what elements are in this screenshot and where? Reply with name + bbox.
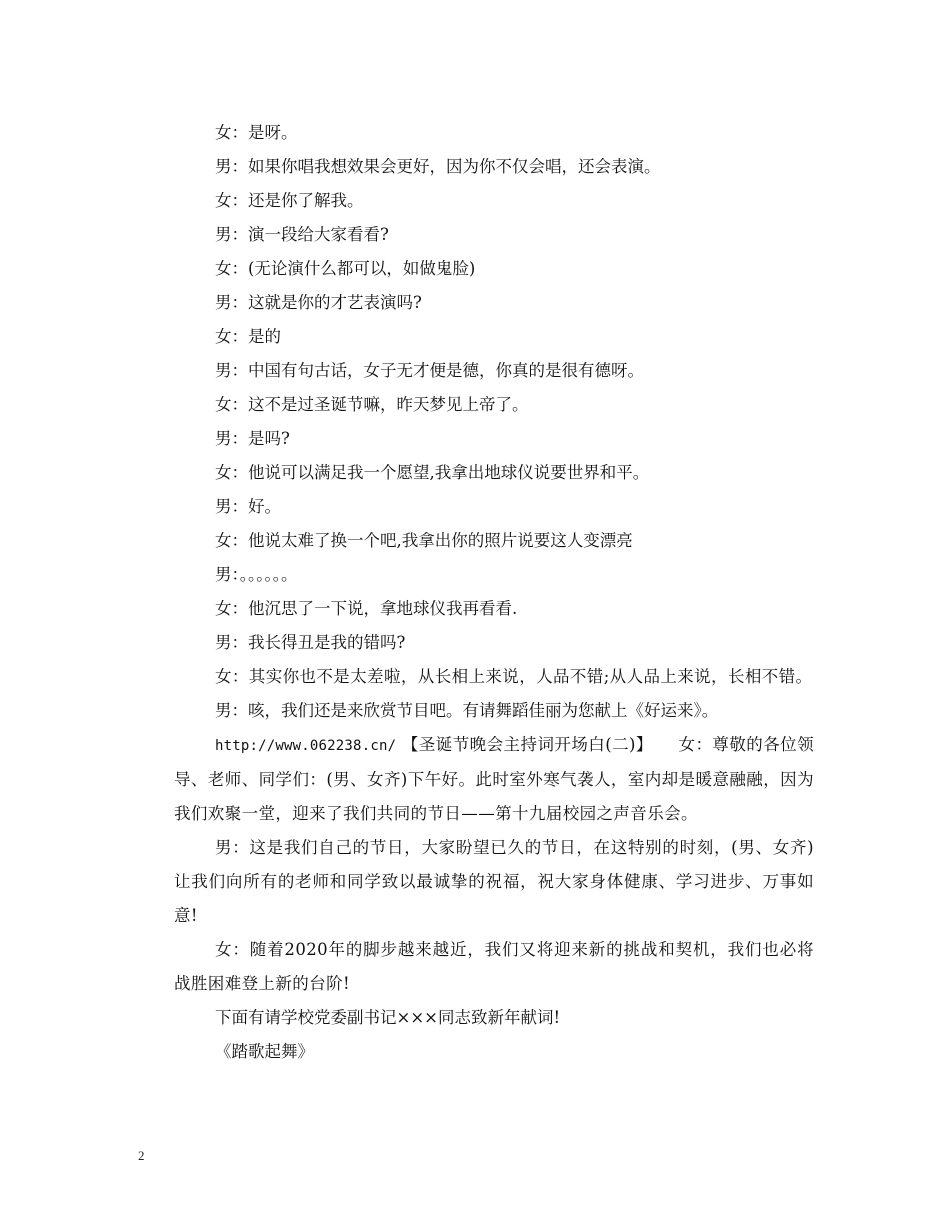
dialogue-line: 男：好。 (215, 497, 281, 516)
dialogue-line: 男：中国有句古话，女子无才便是德，你真的是很有德呀。 (215, 361, 644, 380)
dialogue-line: 女：这不是过圣诞节嘛，昨天梦见上帝了。 (215, 395, 529, 414)
dialogue-paragraph: 女：其实你也不是太差啦，从长相上来说，人品不错;从人品上来说，长相不错。 (215, 667, 813, 686)
dialogue-line: 女：他说可以满足我一个愿望,我拿出地球仪说要世界和平。 (215, 463, 650, 482)
dialogue-line: 女：是呀。 (215, 123, 298, 142)
dialogue-line: 男：如果你唱我想效果会更好，因为你不仅会唱，还会表演。 (215, 157, 661, 176)
program-announcement: 男：咳，我们还是来欣赏节目吧。有请舞蹈佳丽为您献上《好运来》。 (215, 701, 719, 720)
dialogue-line: 男：是吗? (215, 429, 290, 448)
dialogue-line: 男：我长得丑是我的错吗? (215, 633, 406, 652)
festival-paragraph: 男：这是我们自己的节日，大家盼望已久的节日，在这特别的时刻，(男、女齐)让我们向所有的老师和同学致以最诚挚的祝福，祝大家身体健康、学习进步、万事如意! (174, 838, 814, 925)
page-number: 2 (138, 1148, 145, 1163)
dialogue-line: 男：演一段给大家看看? (215, 225, 389, 244)
dialogue-line: 女：还是你了解我。 (215, 191, 364, 210)
program-title: 《踏歌起舞》 (215, 1042, 314, 1061)
section-paragraph-text: 【圣诞节晚会主持词开场白(二)】 女：尊敬的各位领导、老师、同学们：(男、女齐)下午好。此时室外寒气袭人，室内却是暖意融融，因为我们欢聚一堂，迎来了我们共同的节日——第十九届校园之声音乐会。 (174, 735, 814, 823)
document-body (174, 116, 814, 1069)
dialogue-line: 女：是的 (215, 327, 281, 346)
dialogue-line: 女：他说太难了换一个吧,我拿出你的照片说要这人变漂亮 (215, 531, 633, 550)
dialogue-line: 女：他沉思了一下说，拿地球仪我再看看. (215, 599, 518, 618)
source-url-link[interactable]: http://www.062238.cn/ (215, 738, 397, 754)
new-year-paragraph: 女：随着2020年的脚步越来越近，我们又将迎来新的挑战和契机，我们也必将战胜困难登上新的台阶! (174, 940, 814, 993)
dialogue-line: 女：(无论演什么都可以，如做鬼脸) (215, 259, 476, 278)
invite-line: 下面有请学校党委副书记×××同志致新年献词! (215, 1008, 561, 1027)
dialogue-line: 男：。。。。。。 (215, 565, 298, 584)
dialogue-line: 男：这就是你的才艺表演吗? (215, 293, 422, 312)
section-paragraph (174, 728, 814, 831)
